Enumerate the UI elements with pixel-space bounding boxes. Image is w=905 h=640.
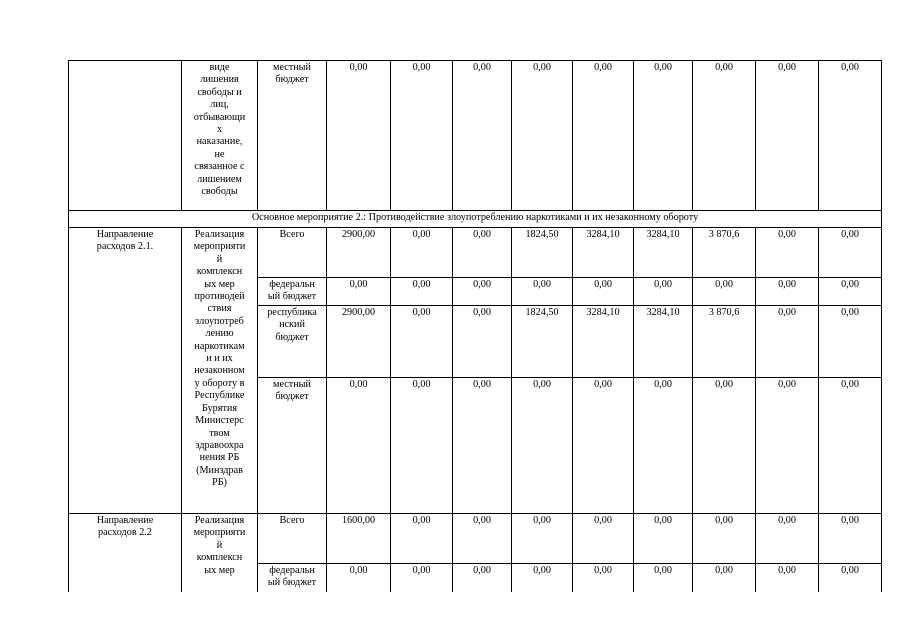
value-cell: 0,00 — [819, 61, 882, 211]
event-text-cell: Реализация мероприяти й комплексн ых мер противодей ствия злоупотреб лению наркотикам и и их незаконном у обороту в Республике Бурятия Министерс твом здравоохра нения РБ (Минздрав РБ) — [182, 228, 258, 514]
value-cell: 0,00 — [756, 378, 819, 514]
value-cell: 0,00 — [453, 61, 512, 211]
table-row — [69, 61, 882, 211]
value-cell: 0,00 — [391, 228, 453, 278]
budget-cell: республика нский бюджет — [258, 306, 327, 378]
value-cell: 0,00 — [756, 306, 819, 378]
table-row — [69, 514, 882, 564]
value-cell: 1824,50 — [512, 306, 573, 378]
value-cell: 0,00 — [819, 564, 882, 592]
value-cell: 0,00 — [819, 228, 882, 278]
value-cell: 0,00 — [819, 378, 882, 514]
value-cell: 0,00 — [819, 306, 882, 378]
value-cell: 0,00 — [453, 514, 512, 564]
value-cell: 0,00 — [327, 61, 391, 211]
value-cell: 3 870,6 — [693, 228, 756, 278]
value-cell: 3284,10 — [573, 228, 634, 278]
value-cell: 3284,10 — [634, 228, 693, 278]
value-cell: 0,00 — [391, 514, 453, 564]
budget-cell: местный бюджет — [258, 61, 327, 211]
value-cell: 0,00 — [693, 378, 756, 514]
value-cell: 0,00 — [756, 61, 819, 211]
value-cell: 0,00 — [693, 61, 756, 211]
value-cell: 2900,00 — [327, 306, 391, 378]
value-cell: 0,00 — [453, 564, 512, 592]
direction-cell — [69, 61, 182, 211]
direction-cell: Направление расходов 2.1. — [69, 228, 182, 514]
table-row — [69, 228, 882, 278]
value-cell: 2900,00 — [327, 228, 391, 278]
value-cell: 0,00 — [327, 278, 391, 306]
value-cell: 0,00 — [756, 514, 819, 564]
value-cell: 1600,00 — [327, 514, 391, 564]
value-cell: 0,00 — [693, 278, 756, 306]
value-cell: 0,00 — [453, 306, 512, 378]
value-cell: 0,00 — [512, 378, 573, 514]
event-text-cell: Реализация мероприяти й комплексн ых мер — [182, 514, 258, 592]
value-cell: 0,00 — [573, 564, 634, 592]
value-cell: 3 870,6 — [693, 306, 756, 378]
value-cell: 0,00 — [391, 61, 453, 211]
budget-cell: местный бюджет — [258, 378, 327, 514]
table-row — [69, 211, 882, 228]
value-cell: 1824,50 — [512, 228, 573, 278]
value-cell: 0,00 — [693, 514, 756, 564]
value-cell: 0,00 — [512, 514, 573, 564]
value-cell: 0,00 — [512, 564, 573, 592]
budget-table — [68, 60, 882, 592]
value-cell: 0,00 — [573, 514, 634, 564]
value-cell: 0,00 — [512, 61, 573, 211]
event-text-cell: виде лишения свободы и лиц, отбывающи х наказание, не связанное с лишением свободы — [182, 61, 258, 211]
value-cell: 0,00 — [391, 564, 453, 592]
value-cell: 0,00 — [573, 278, 634, 306]
value-cell: 3284,10 — [634, 306, 693, 378]
value-cell: 0,00 — [391, 378, 453, 514]
value-cell: 0,00 — [391, 278, 453, 306]
direction-cell: Направление расходов 2.2 — [69, 514, 182, 592]
value-cell: 0,00 — [453, 228, 512, 278]
value-cell: 0,00 — [634, 378, 693, 514]
budget-cell: федеральн ый бюджет — [258, 564, 327, 592]
value-cell: 0,00 — [819, 514, 882, 564]
value-cell: 0,00 — [391, 306, 453, 378]
value-cell: 0,00 — [756, 228, 819, 278]
budget-cell: Всего — [258, 228, 327, 278]
value-cell: 0,00 — [327, 378, 391, 514]
value-cell: 0,00 — [756, 278, 819, 306]
value-cell: 0,00 — [573, 61, 634, 211]
value-cell: 0,00 — [634, 514, 693, 564]
value-cell: 0,00 — [634, 564, 693, 592]
value-cell: 0,00 — [453, 378, 512, 514]
main-event-title: Основное мероприятие 2.: Противодействие злоупотреблению наркотиками и их незаконному обороту — [69, 211, 882, 228]
value-cell: 0,00 — [819, 278, 882, 306]
value-cell: 0,00 — [634, 61, 693, 211]
value-cell: 3284,10 — [573, 306, 634, 378]
value-cell: 0,00 — [756, 564, 819, 592]
value-cell: 0,00 — [573, 378, 634, 514]
value-cell: 0,00 — [634, 278, 693, 306]
budget-cell: Всего — [258, 514, 327, 564]
value-cell: 0,00 — [693, 564, 756, 592]
value-cell: 0,00 — [327, 564, 391, 592]
value-cell: 0,00 — [512, 278, 573, 306]
value-cell: 0,00 — [453, 278, 512, 306]
budget-cell: федеральн ый бюджет — [258, 278, 327, 306]
